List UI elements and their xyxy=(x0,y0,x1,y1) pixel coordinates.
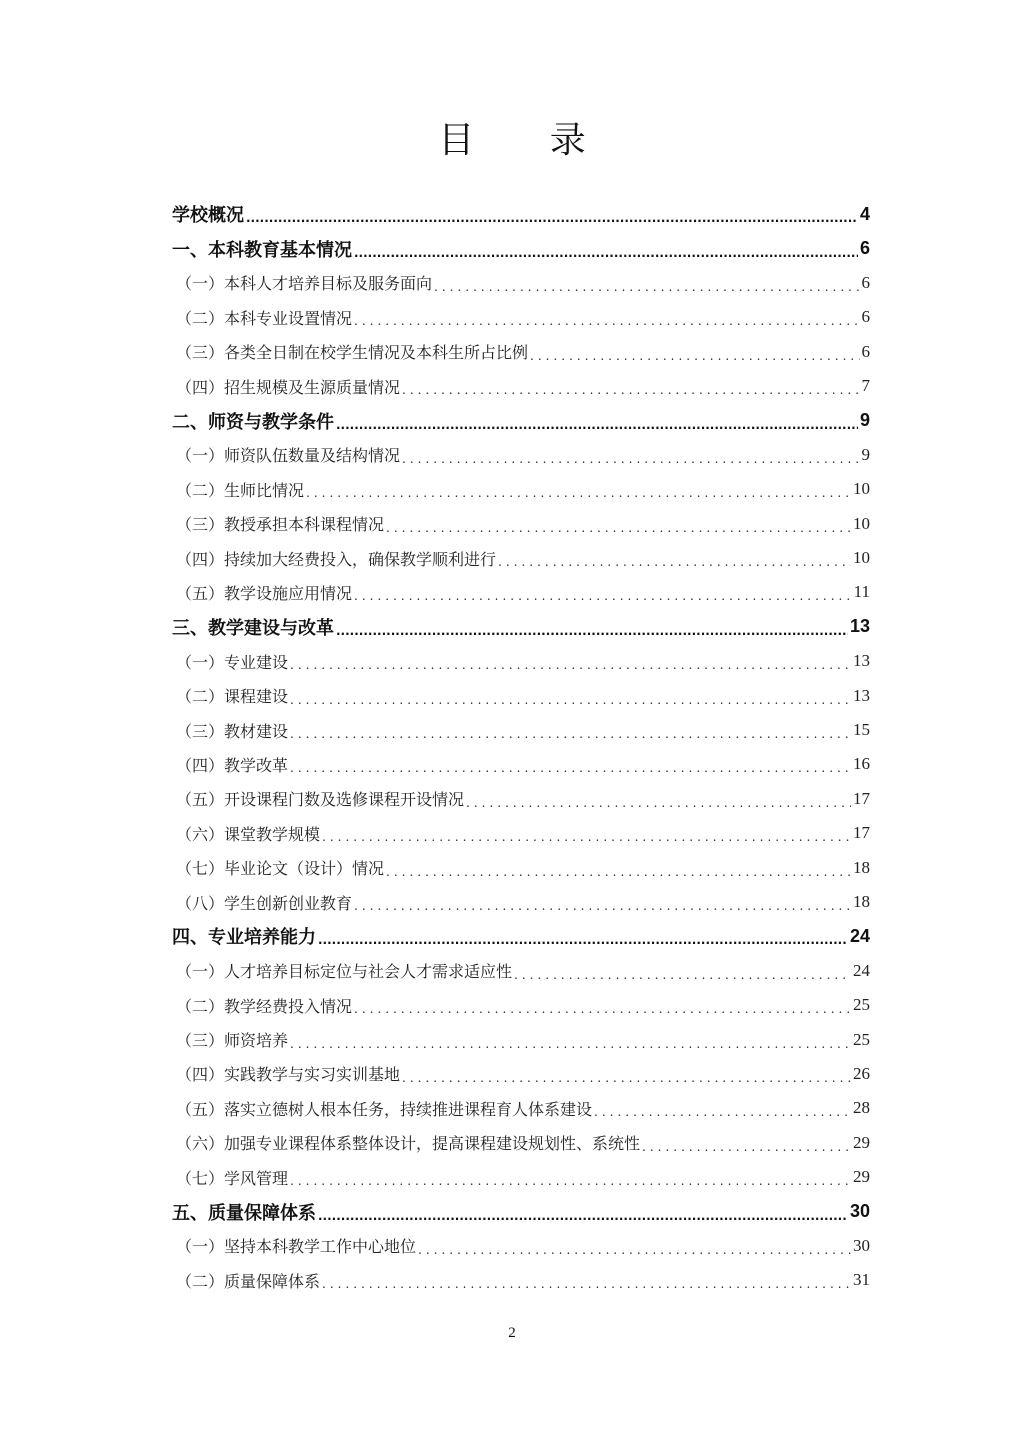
table-of-contents xyxy=(172,197,870,1298)
toc-entry-page-number: 30 xyxy=(853,1235,870,1255)
toc-entry-page-number: 28 xyxy=(853,1098,870,1118)
toc-entry-page-number: 17 xyxy=(853,823,870,843)
page-title: 目 录 xyxy=(438,120,618,161)
toc-entry-label: （五）教学设施应用情况 xyxy=(176,583,353,603)
toc-entry-label: 五、质量保障体系 xyxy=(172,1202,316,1224)
dot-leader xyxy=(434,280,859,294)
toc-section-entry[interactable] xyxy=(172,885,870,919)
dot-leader xyxy=(498,555,851,569)
toc-entry-page-number: 6 xyxy=(861,341,870,361)
toc-entry-page-number: 25 xyxy=(853,1029,870,1049)
toc-chapter-entry[interactable] xyxy=(172,197,870,231)
toc-entry-label: （三）教授承担本科课程情况 xyxy=(176,515,385,535)
toc-entry-label: （八）学生创新创业教育 xyxy=(176,893,353,913)
toc-section-entry[interactable] xyxy=(172,266,870,300)
toc-section-entry[interactable] xyxy=(172,747,870,781)
toc-section-entry[interactable] xyxy=(172,954,870,988)
dot-leader xyxy=(290,658,851,672)
dot-leader xyxy=(466,796,851,810)
dot-leader xyxy=(402,383,859,397)
dot-leader xyxy=(290,761,851,775)
toc-entry-label: （四）持续加大经费投入，确保教学顺利进行 xyxy=(176,549,497,569)
dot-leader xyxy=(336,624,848,638)
toc-entry-page-number: 6 xyxy=(859,238,870,259)
toc-entry-label: （五）落实立德树人根本任务，持续推进课程育人体系建设 xyxy=(176,1099,593,1119)
toc-entry-page-number: 13 xyxy=(853,651,870,671)
toc-section-entry[interactable] xyxy=(172,1057,870,1091)
page-number: 2 xyxy=(508,1325,516,1341)
toc-section-entry[interactable] xyxy=(172,1229,870,1263)
toc-entry-page-number: 25 xyxy=(853,995,870,1015)
dot-leader xyxy=(290,693,851,707)
toc-entry-label: （五）开设课程门数及选修课程开设情况 xyxy=(176,790,465,810)
toc-entry-page-number: 13 xyxy=(853,685,870,705)
toc-section-entry[interactable] xyxy=(172,988,870,1022)
toc-entry-page-number: 11 xyxy=(853,582,870,602)
dot-leader xyxy=(402,1071,851,1085)
toc-section-entry[interactable] xyxy=(172,816,870,850)
dot-leader xyxy=(290,1037,851,1051)
dot-leader xyxy=(306,486,851,500)
toc-chapter-entry[interactable] xyxy=(172,919,870,953)
dot-leader xyxy=(386,865,851,879)
toc-section-entry[interactable] xyxy=(172,782,870,816)
toc-section-entry[interactable] xyxy=(172,575,870,609)
toc-entry-page-number: 29 xyxy=(853,1132,870,1152)
toc-entry-page-number: 31 xyxy=(853,1270,870,1290)
toc-entry-page-number: 18 xyxy=(853,892,870,911)
toc-entry-label: （一）人才培养目标定位与社会人才需求适应性 xyxy=(176,962,513,982)
dot-leader xyxy=(336,418,858,432)
dot-leader xyxy=(354,246,858,260)
toc-entry-page-number: 9 xyxy=(859,410,870,431)
dot-leader xyxy=(514,968,851,982)
dot-leader xyxy=(386,521,851,535)
toc-entry-label: （三）各类全日制在校学生情况及本科生所占比例 xyxy=(176,343,529,363)
toc-entry-page-number: 10 xyxy=(853,479,870,499)
toc-entry-label: 三、教学建设与改革 xyxy=(172,617,334,639)
toc-section-entry[interactable] xyxy=(172,335,870,369)
toc-entry-page-number: 7 xyxy=(861,376,870,396)
toc-entry-label: （七）毕业论文（设计）情况 xyxy=(176,859,385,879)
toc-entry-page-number: 24 xyxy=(849,925,870,946)
toc-chapter-entry[interactable] xyxy=(172,610,870,644)
toc-chapter-entry[interactable] xyxy=(172,403,870,437)
dot-leader xyxy=(322,830,851,844)
toc-chapter-entry[interactable] xyxy=(172,1194,870,1228)
toc-section-entry[interactable] xyxy=(172,850,870,884)
toc-entry-label: （一）本科人才培养目标及服务面向 xyxy=(176,274,433,294)
toc-entry-label: （一）专业建设 xyxy=(176,652,289,672)
toc-entry-page-number: 30 xyxy=(849,1201,870,1222)
dot-leader xyxy=(322,1277,851,1291)
dot-leader xyxy=(290,727,851,741)
dot-leader xyxy=(530,349,859,363)
toc-entry-page-number: 6 xyxy=(861,272,870,292)
toc-section-entry[interactable] xyxy=(172,644,870,678)
toc-entry-page-number: 15 xyxy=(853,720,870,740)
toc-entry-label: 四、专业培养能力 xyxy=(172,927,316,949)
toc-entry-label: 一、本科教育基本情况 xyxy=(172,239,352,261)
toc-entry-page-number: 26 xyxy=(853,1063,870,1083)
toc-entry-label: （二）质量保障体系 xyxy=(176,1271,321,1291)
toc-entry-page-number: 4 xyxy=(859,203,870,224)
toc-section-entry[interactable] xyxy=(172,1022,870,1056)
toc-entry-page-number: 16 xyxy=(853,754,870,774)
toc-section-entry[interactable] xyxy=(172,713,870,747)
toc-section-entry[interactable] xyxy=(172,1160,870,1194)
dot-leader xyxy=(354,899,851,913)
toc-entry-label: （三）教材建设 xyxy=(176,721,289,741)
toc-entry-label: （一）坚持本科教学工作中心地位 xyxy=(176,1237,417,1257)
dot-leader xyxy=(418,1243,851,1257)
dot-leader xyxy=(246,211,858,225)
dot-leader xyxy=(290,1174,851,1188)
toc-section-entry[interactable] xyxy=(172,1126,870,1160)
toc-entry-label: 二、师资与教学条件 xyxy=(172,411,334,433)
toc-entry-label: （四）招生规模及生源质量情况 xyxy=(176,377,401,397)
dot-leader xyxy=(318,933,848,947)
toc-section-entry[interactable] xyxy=(172,300,870,334)
toc-chapter-entry[interactable] xyxy=(172,231,870,265)
toc-entry-page-number: 18 xyxy=(853,857,870,877)
toc-section-entry[interactable] xyxy=(172,369,870,403)
toc-entry-label: （二）教学经费投入情况 xyxy=(176,996,353,1016)
toc-section-entry[interactable] xyxy=(172,507,870,541)
toc-section-entry[interactable] xyxy=(172,541,870,575)
toc-section-entry[interactable] xyxy=(172,1091,870,1125)
toc-entry-label: （三）师资培养 xyxy=(176,1031,289,1051)
toc-section-entry[interactable] xyxy=(172,678,870,712)
toc-entry-label: 学校概况 xyxy=(172,205,244,227)
dot-leader xyxy=(318,1209,848,1223)
toc-entry-label: （二）课程建设 xyxy=(176,687,289,707)
toc-entry-label: （二）生师比情况 xyxy=(176,480,305,500)
toc-section-entry[interactable] xyxy=(172,438,870,472)
toc-entry-page-number: 13 xyxy=(849,616,870,637)
dot-leader xyxy=(642,1140,851,1154)
dot-leader xyxy=(354,1002,851,1016)
toc-entry-page-number: 29 xyxy=(853,1167,870,1187)
toc-entry-label: （四）教学改革 xyxy=(176,755,289,775)
toc-section-entry[interactable] xyxy=(172,472,870,506)
toc-entry-label: （二）本科专业设置情况 xyxy=(176,308,353,328)
dot-leader xyxy=(354,589,852,603)
dot-leader xyxy=(594,1105,851,1119)
toc-entry-label: （六）加强专业课程体系整体设计，提高课程建设规划性、系统性 xyxy=(176,1134,641,1154)
toc-entry-label: （四）实践教学与实习实训基地 xyxy=(176,1065,401,1085)
toc-entry-label: （七）学风管理 xyxy=(176,1168,289,1188)
toc-entry-label: （六）课堂教学规模 xyxy=(176,824,321,844)
toc-entry-page-number: 10 xyxy=(853,548,870,568)
toc-entry-page-number: 24 xyxy=(853,960,870,980)
dot-leader xyxy=(402,452,859,466)
toc-entry-page-number: 17 xyxy=(853,788,870,808)
toc-entry-label: （一）师资队伍数量及结构情况 xyxy=(176,446,401,466)
toc-section-entry[interactable] xyxy=(172,1263,870,1297)
toc-entry-page-number: 10 xyxy=(853,513,870,533)
dot-leader xyxy=(354,314,859,328)
toc-entry-page-number: 9 xyxy=(861,444,870,464)
toc-entry-page-number: 6 xyxy=(861,307,870,327)
